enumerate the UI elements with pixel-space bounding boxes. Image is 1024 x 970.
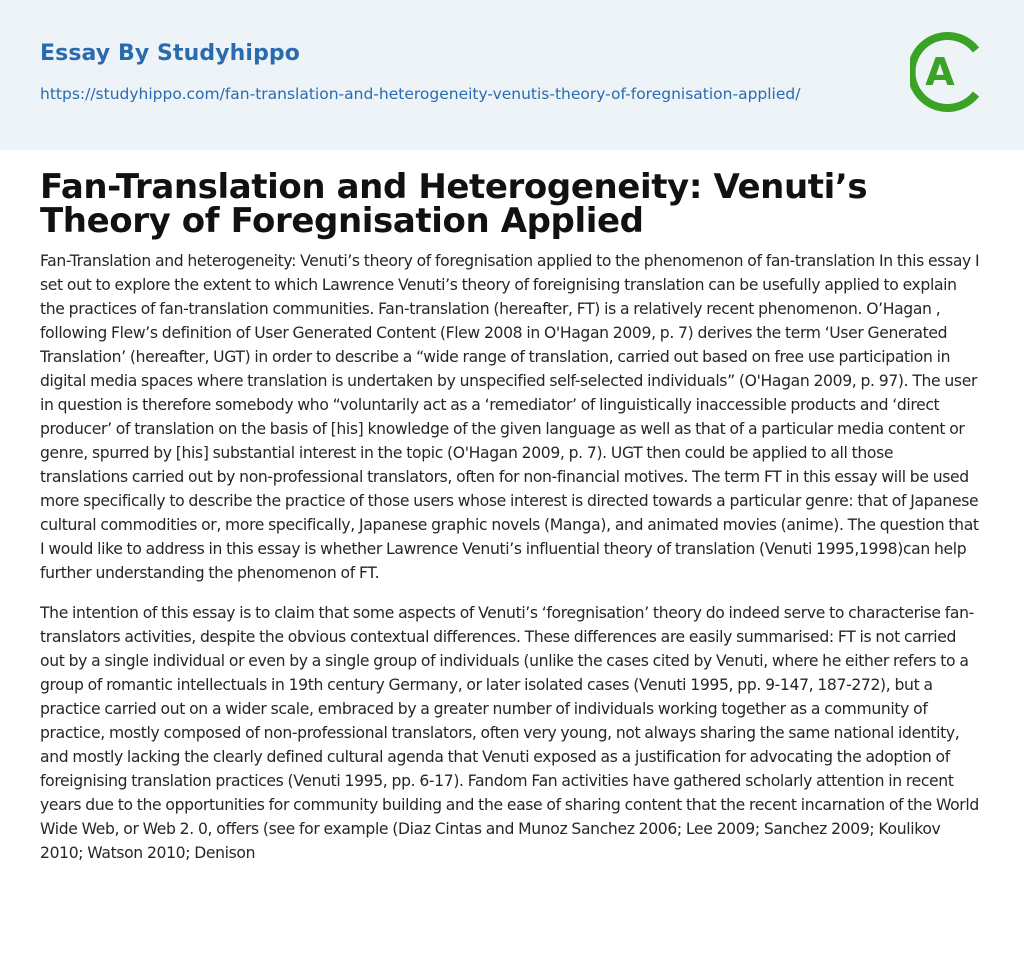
essay-paragraph-1: Fan-Translation and heterogeneity: Venuti’s theory of foregnisation applied to the phenomenon of fan-translation In this essay I set out to explore the extent to which Lawrence Venuti’s theory of foreignising translation can be usefully applied to explain the practices of fan-translation communities. Fan-translation (hereafter, FT) is a relatively recent phenomenon. O’Hagan , following Flew’s definition of User Generated Content (Flew 2008 in O'Hagan 2009, p. 7) derives the term ‘User Generated Translation’ (hereafter, UGT) in order to describe a “wide range of translation, carried out based on free use participation in digital media spaces where translation is undertaken by unspecified self-selected individuals” (O'Hagan 2009, p. 97). The user in question is therefore somebody who “voluntarily act as a ‘remediator’ of linguistically inaccessible products and ‘direct producer’ of translation on the basis of [his] knowledge of the given language as well as that of a particular media content or genre, spurred by [his] substantial interest in the topic (O'Hagan 2009, p. 7). UGT then could be applied to all those translations carried out by non-professional translators, often for non-financial motives. The term FT in this essay will be used more specifically to describe the practice of those users whose interest is directed towards a particular genre: that of Japanese cultural commodities or, more specifically, Japanese graphic novels (Manga), and animated movies (anime). The question that I would like to address in this essay is whether Lawrence Venuti’s influential theory of translation (Venuti 1995,1998)can help further understanding the phenomenon of FT. bbox=[40, 252, 980, 582]
logo-letter: A bbox=[925, 50, 955, 94]
site-header bbox=[0, 0, 1024, 150]
essay-paragraph-2: The intention of this essay is to claim that some aspects of Venuti’s ‘foregnisation’ theory do indeed serve to characterise fan-translators activities, despite the obvious contextual differences. These differences are easily summarised: FT is not carried out by a single individual or even by a single group of individuals (unlike the cases cited by Venuti, where he either refers to a group of romantic intellectuals in 19th century Germany, or later isolated cases (Venuti 1995, pp. 9-147, 187-272), but a practice carried out on a wider scale, embraced by a greater number of individuals working together as a community of practice, mostly composed of non-professional translators, often very young, not always sharing the same national identity, and mostly lacking the clearly defined cultural agenda that Venuti exposed as a justification for advocating the adoption of foreignising translation practices (Venuti 1995, pp. 6-17). Fandom Fan activities have gathered scholarly attention in recent years due to the opportunities for community building and the ease of sharing content that the recent incarnation of the World Wide Web, or Web 2. 0, offers (see for example (Diaz Cintas and Munoz Sanchez 2006; Lee 2009; Sanchez 2009; Koulikov 2010; Watson 2010; Denison bbox=[40, 604, 979, 862]
studyhippo-logo-icon[interactable] bbox=[910, 28, 988, 116]
brand-title[interactable]: Essay By Studyhippo bbox=[40, 41, 300, 66]
article-body bbox=[40, 167, 984, 865]
essay-title: Fan-Translation and Heterogeneity: Venuti’s Theory of Foregnisation Applied bbox=[40, 167, 868, 241]
source-url-link[interactable]: https://studyhippo.com/fan-translation-and-heterogeneity-venutis-theory-of-foregnisation-applied/ bbox=[40, 85, 801, 103]
